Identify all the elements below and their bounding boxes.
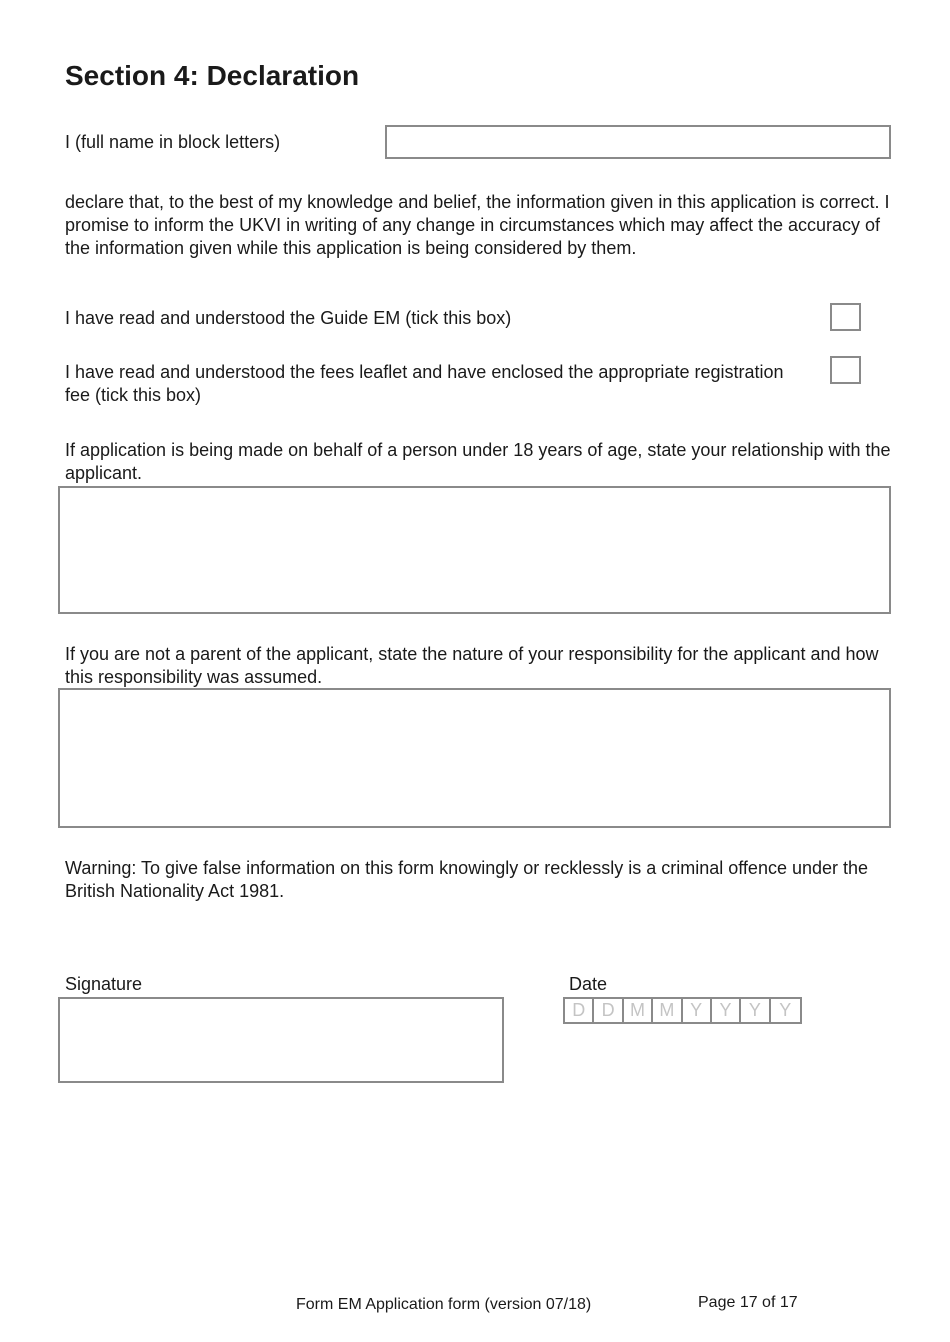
date-input[interactable] [563, 997, 802, 1024]
date-month-2[interactable]: M [653, 999, 682, 1022]
guide-checkbox-label: I have read and understood the Guide EM (tick this box) [65, 308, 512, 328]
footer-page-number: Page 17 of 17 [698, 1294, 798, 1311]
date-month-1[interactable]: M [624, 999, 653, 1022]
fees-checkbox-label: I have read and understood the fees leaflet and have enclosed the appropriate registration fee (tick this box) [65, 362, 784, 405]
responsibility-textarea[interactable] [58, 688, 891, 828]
warning-text: Warning: To give false information on this form knowingly or recklessly is a criminal offence under the British Nationality Act 1981. [65, 858, 869, 901]
section-title: Section 4: Declaration [65, 60, 360, 91]
relationship-label: If application is being made on behalf of a person under 18 years of age, state your relationship with the applicant. [65, 440, 891, 483]
responsibility-label: If you are not a parent of the applicant, state the nature of your responsibility for the applicant and how this responsibility was assumed. [65, 644, 879, 687]
date-year-3[interactable]: Y [741, 999, 770, 1022]
full-name-input[interactable] [385, 125, 891, 159]
signature-box[interactable] [58, 997, 504, 1083]
guide-checkbox[interactable] [830, 303, 861, 331]
date-day-2[interactable]: D [594, 999, 623, 1022]
date-year-1[interactable]: Y [683, 999, 712, 1022]
fees-checkbox[interactable] [830, 356, 861, 384]
date-label: Date [569, 974, 608, 994]
relationship-textarea[interactable] [58, 486, 891, 614]
date-year-2[interactable]: Y [712, 999, 741, 1022]
footer-form-name: Form EM Application form (version 07/18) [296, 1296, 592, 1313]
declaration-text: declare that, to the best of my knowledge and belief, the information given in this application is correct. I promise to inform the UKVI in writing of any change in circumstances which may affect the accuracy of the information given while this application is being considered by them. [65, 192, 890, 258]
signature-label: Signature [65, 974, 143, 994]
full-name-label: I (full name in block letters) [65, 132, 281, 152]
date-year-4[interactable]: Y [779, 1000, 792, 1020]
date-day-1[interactable]: D [565, 999, 594, 1022]
